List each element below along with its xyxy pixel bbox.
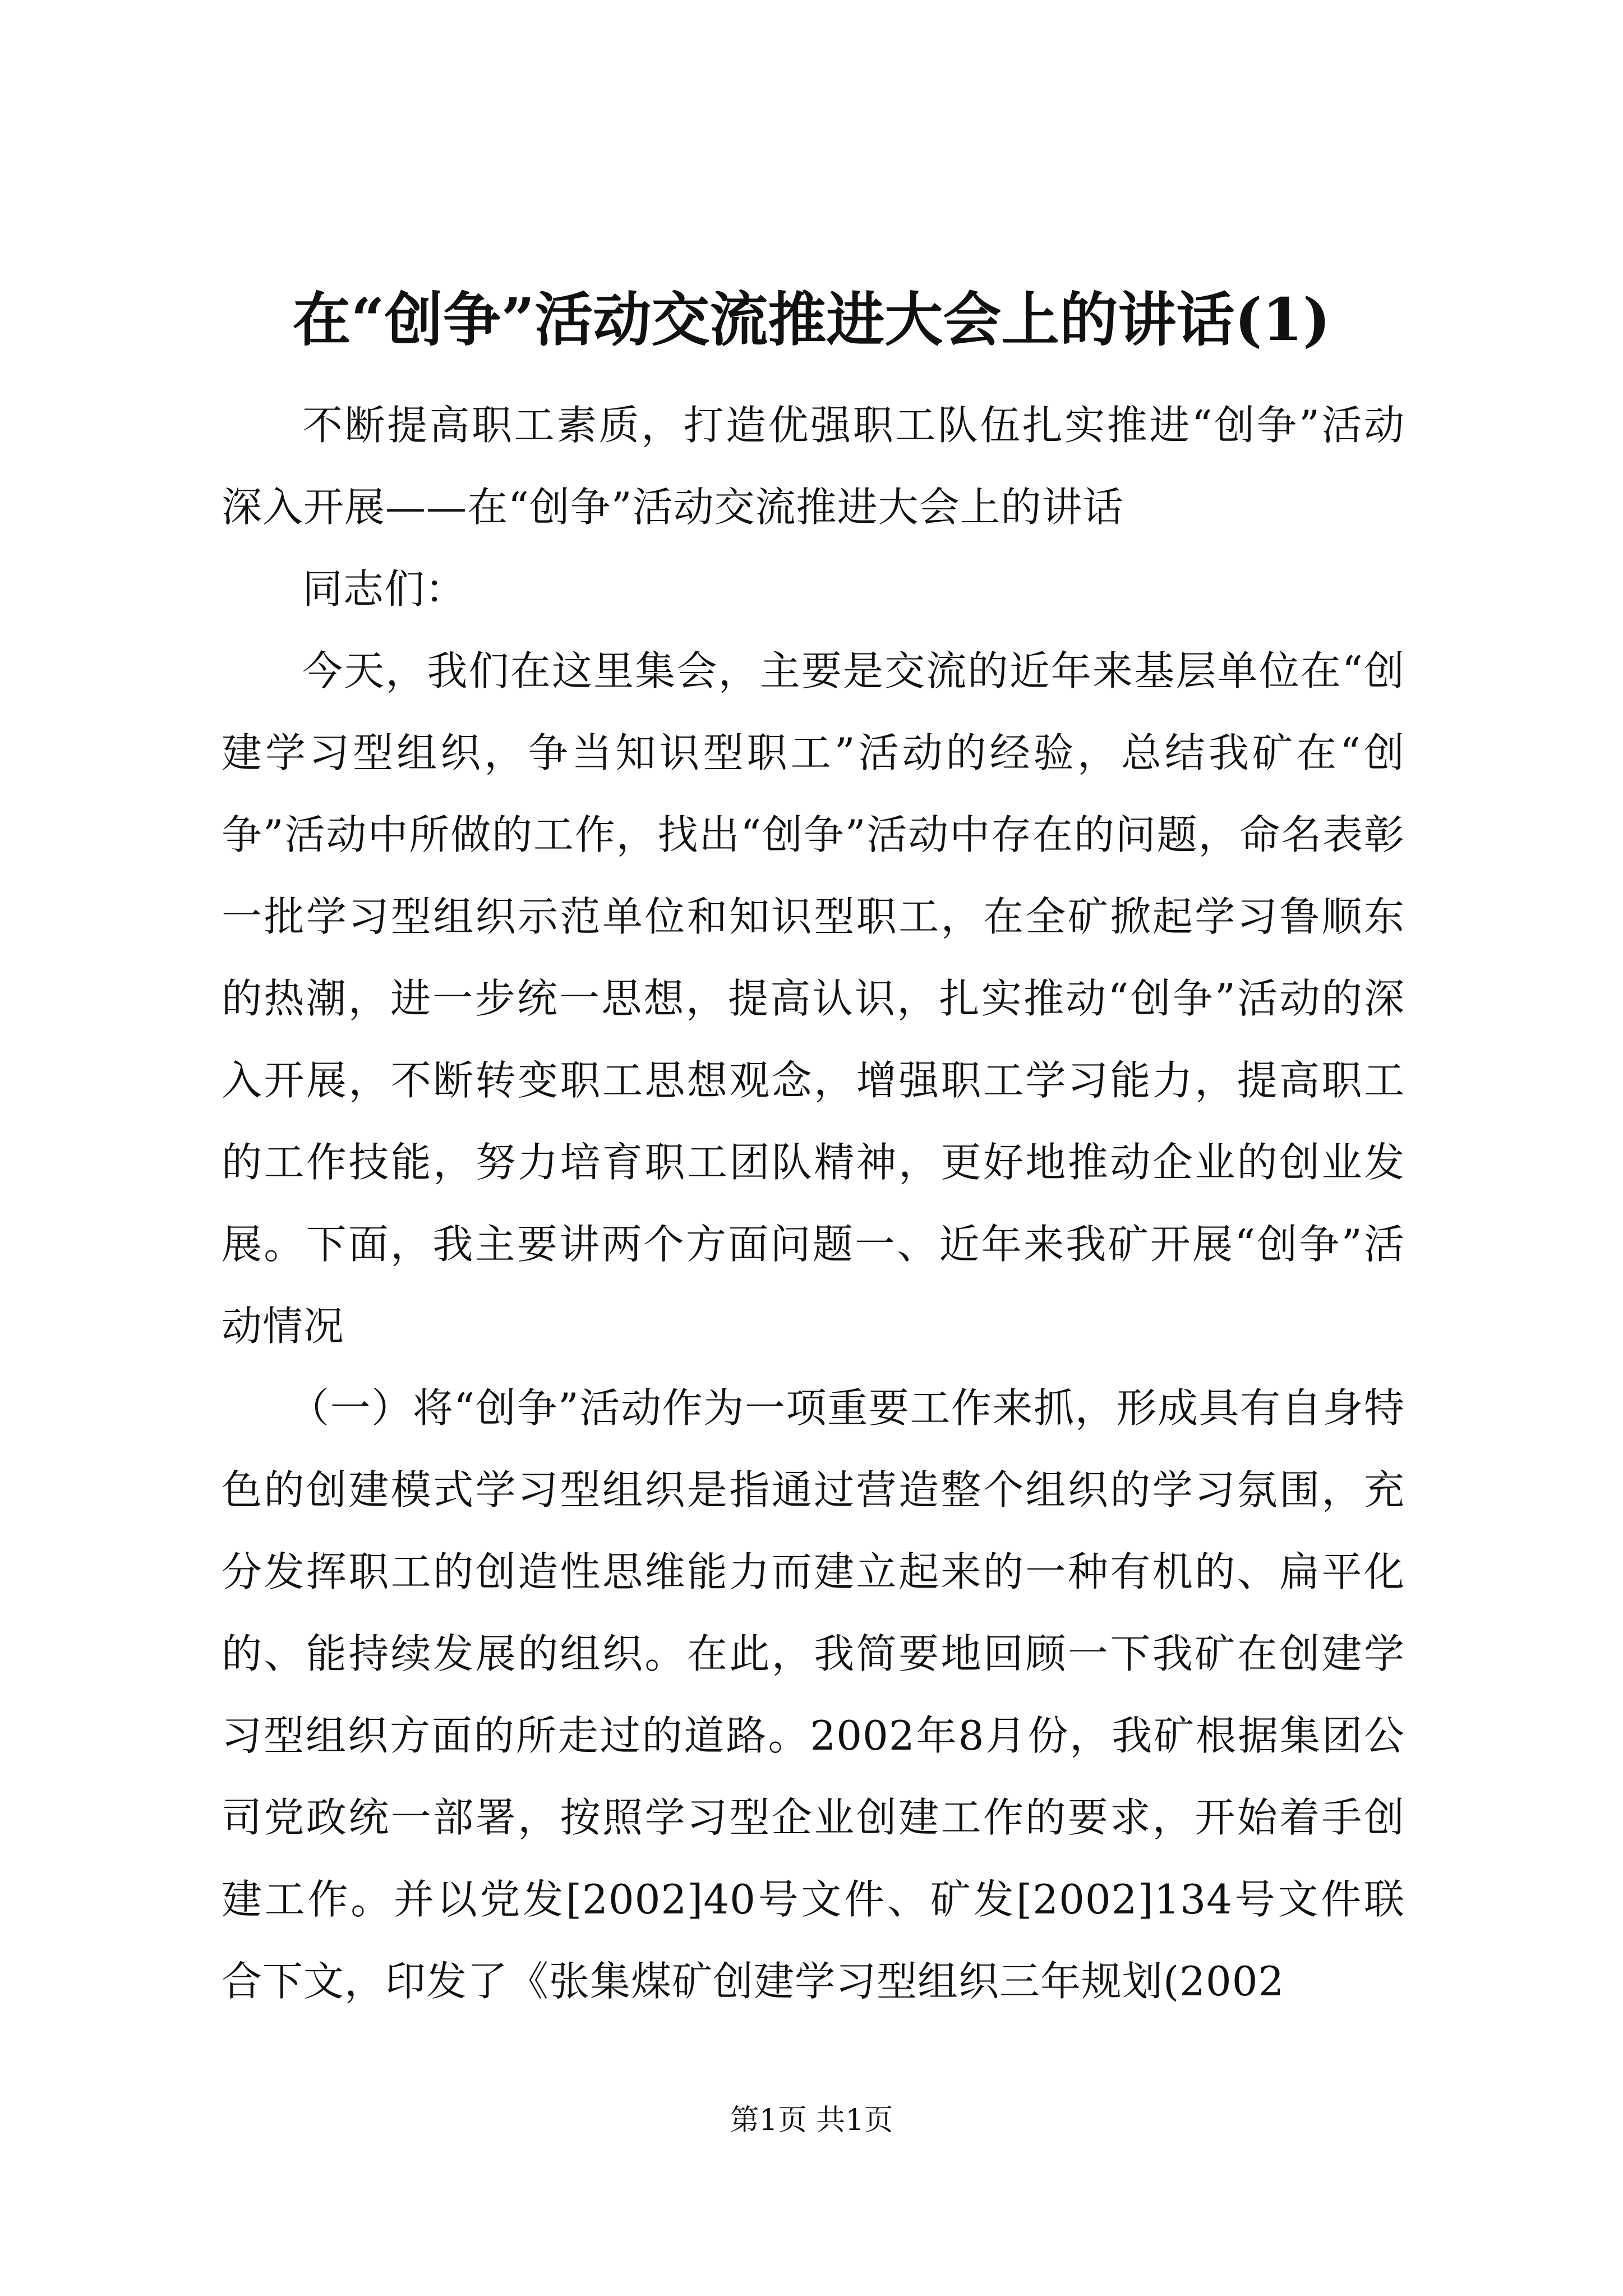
page-footer: 第1页 共1页 xyxy=(730,2104,893,2137)
body-paragraph: （一）将“创争”活动作为一项重要工作来抓，形成具有自身特色的创建模式学习型组织是指通过营造整个组织的学习氛围，充分发挥职工的创造性思维能力而建立起来的一种有机的、扁平化的、能持续发展的组织。在此，我简要地回顾一下我矿在创建学习型组织方面的所走过的道路。2002年8月份，我矿根据集团公司党政统一部署，按照学习型企业创建工作的要求，开始着手创建工作。并以党发[2002]40号文件、矿发[2002]134号文件联合下文，印发了《张集煤矿创建学习型组织三年规划(2002 xyxy=(222,1384,1405,2005)
document-body xyxy=(222,384,1405,2022)
salutation-paragraph: 同志们： xyxy=(302,565,467,613)
subtitle-paragraph: 不断提高职工素质，打造优强职工队伍扎实推进“创争”活动深入开展——在“创争”活动交流推进大会上的讲话 xyxy=(222,402,1405,531)
document-title: 在“创争”活动交流推进大会上的讲话(1) xyxy=(292,285,1331,354)
body-paragraph: 今天，我们在这里集会，主要是交流的近年来基层单位在“创建学习型组织，争当知识型职工”活动的经验，总结我矿在“创争”活动中所做的工作，找出“创争”活动中存在的问题，命名表彰一批学习型组织示范单位和知识型职工，在全矿掀起学习鲁顺东的热潮，进一步统一思想，提高认识，扎实推动“创争”活动的深入开展，不断转变职工思想观念，增强职工学习能力，提高职工的工作技能，努力培育职工团队精神，更好地推动企业的创业发展。下面，我主要讲两个方面问题一、近年来我矿开展“创争”活动情况 xyxy=(222,647,1405,1350)
